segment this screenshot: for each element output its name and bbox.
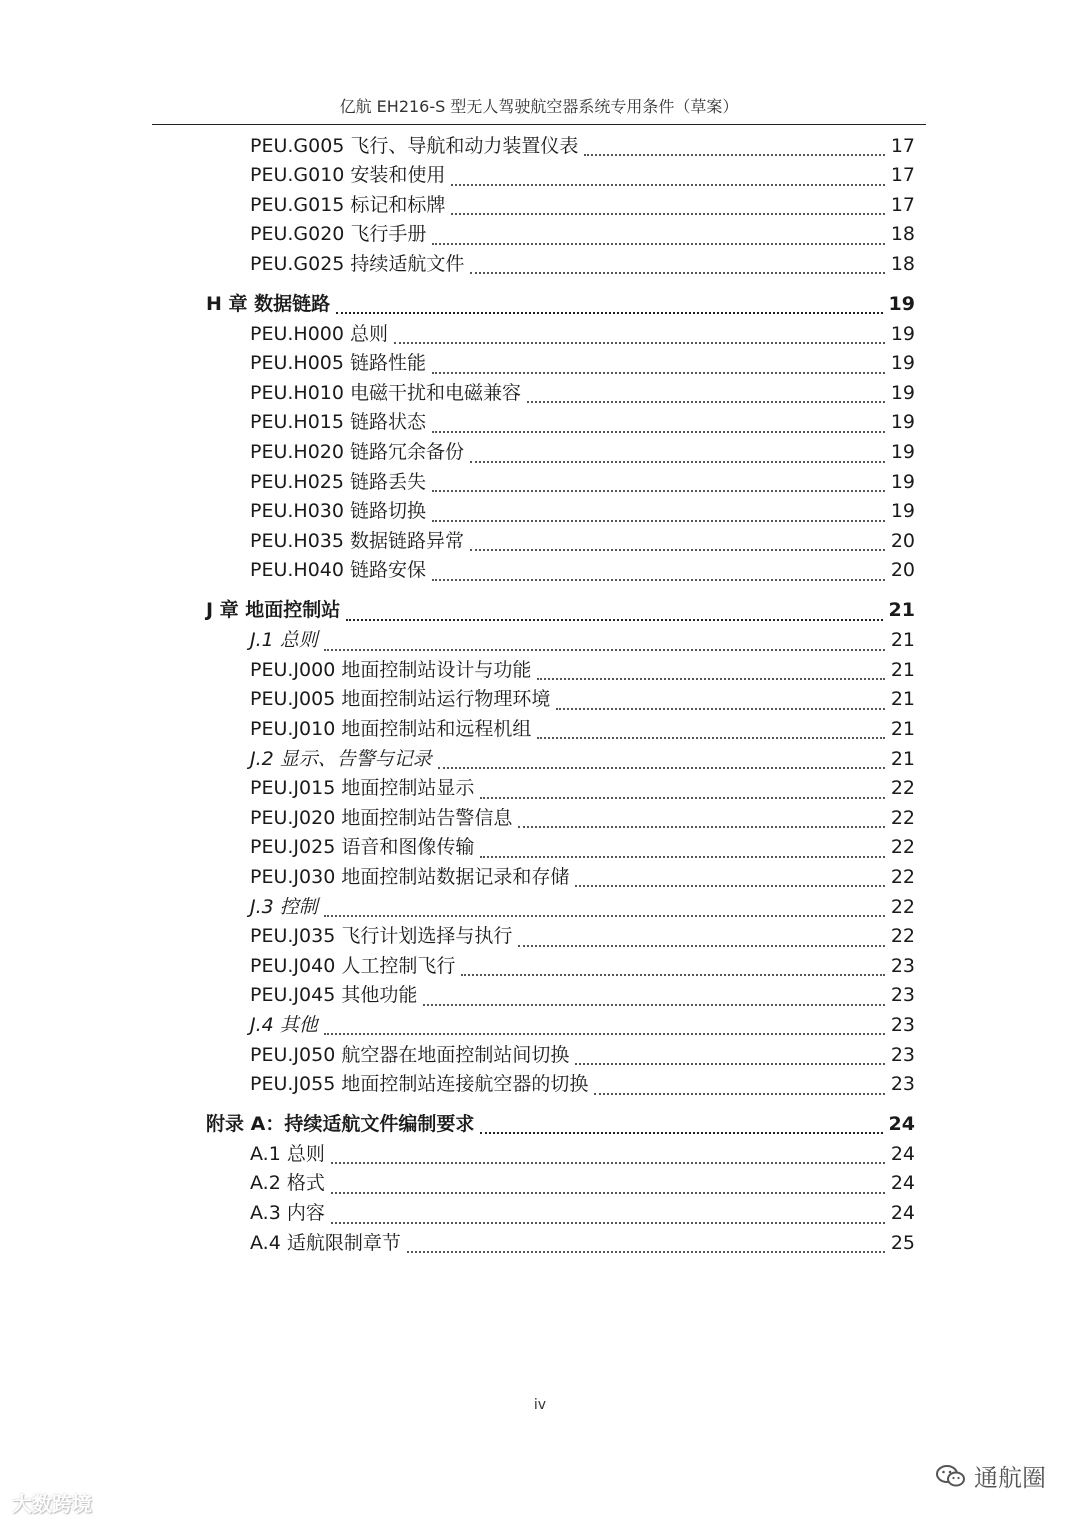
toc-chapter-row[interactable] <box>206 289 915 319</box>
toc-leader-dots <box>331 1162 885 1164</box>
toc-entry-row[interactable] <box>250 744 915 774</box>
toc-entry-row[interactable] <box>250 862 915 892</box>
toc-entry-title: PEU.J040 人工控制飞行 <box>250 954 456 977</box>
toc-leader-dots <box>518 826 884 828</box>
toc-entry-title: PEU.H010 电磁干扰和电磁兼容 <box>250 381 522 404</box>
toc-page-number: 24 <box>890 1172 915 1195</box>
toc-leader-dots <box>432 579 885 581</box>
toc-page-number: 23 <box>890 1013 915 1036</box>
toc-entry-title: J 章 地面控制站 <box>206 599 341 621</box>
toc-entry-row[interactable] <box>250 981 915 1011</box>
toc-entry-row[interactable] <box>250 220 915 250</box>
toc-leader-dots <box>346 619 882 621</box>
toc-page-number: 23 <box>890 954 915 977</box>
toc-entry-title: PEU.G005 飞行、导航和动力装置仪表 <box>250 134 579 157</box>
toc-entry-title: A.4 适航限制章节 <box>250 1231 401 1254</box>
toc-page-number: 21 <box>888 599 915 621</box>
toc-page-number: 22 <box>890 925 915 948</box>
toc-page-number: 25 <box>890 1231 915 1254</box>
toc-entry-row[interactable] <box>250 161 915 191</box>
toc-entry-row[interactable] <box>250 408 915 438</box>
toc-entry-title: PEU.H035 数据链路异常 <box>250 529 465 552</box>
toc-entry-title: PEU.G010 安装和使用 <box>250 164 446 187</box>
toc-page-number: 23 <box>890 984 915 1007</box>
toc-leader-dots <box>480 797 884 799</box>
toc-leader-dots <box>470 272 884 274</box>
toc-entry-row[interactable] <box>250 378 915 408</box>
toc-entry-title: J.2 显示、告警与记录 <box>250 747 432 770</box>
toc-entry-title: PEU.J035 飞行计划选择与执行 <box>250 925 513 948</box>
toc-leader-dots <box>480 1132 882 1134</box>
toc-entry-row[interactable] <box>250 1139 915 1169</box>
toc-entry-title: A.2 格式 <box>250 1172 325 1195</box>
toc-entry-title: PEU.G020 飞行手册 <box>250 223 427 246</box>
toc-entry-title: A.1 总则 <box>250 1142 325 1165</box>
toc-entry-row[interactable] <box>250 1169 915 1199</box>
toc-page-number: 19 <box>888 292 915 315</box>
toc-leader-dots <box>594 1093 884 1095</box>
toc-entry-title: PEU.J050 航空器在地面控制站间切换 <box>250 1043 570 1066</box>
toc-entry-title: PEU.G025 持续适航文件 <box>250 252 465 275</box>
toc-entry-row[interactable] <box>250 892 915 922</box>
toc-entry-title: J.3 控制 <box>250 895 318 918</box>
toc-page-number: 21 <box>890 658 915 681</box>
watermark-right-text: 通航圈 <box>974 1464 1046 1492</box>
toc-entry-row[interactable] <box>250 833 915 863</box>
toc-entry-title: PEU.G015 标记和标牌 <box>250 193 446 216</box>
toc-page-number: 20 <box>890 559 915 582</box>
toc-page-number: 22 <box>890 777 915 800</box>
toc-leader-dots <box>451 213 884 215</box>
watermark-left: 大数跨境 <box>12 1492 92 1516</box>
toc-entry-row[interactable] <box>250 1040 915 1070</box>
toc-page-number: 21 <box>890 629 915 652</box>
toc-page-number: 19 <box>890 470 915 493</box>
toc-entry-row[interactable] <box>250 467 915 497</box>
toc-page-number: 22 <box>890 865 915 888</box>
toc-entry-title: PEU.J015 地面控制站显示 <box>250 777 475 800</box>
watermark-right <box>936 1458 1046 1493</box>
toc-entry-title: PEU.J055 地面控制站连接航空器的切换 <box>250 1073 589 1096</box>
toc-leader-dots <box>575 885 884 887</box>
toc-page-number: 21 <box>890 688 915 711</box>
toc-leader-dots <box>480 856 884 858</box>
toc-page-number: 22 <box>890 895 915 918</box>
toc-page-number: 19 <box>890 411 915 434</box>
toc-page-number: 21 <box>890 717 915 740</box>
toc-entry-row[interactable] <box>250 922 915 952</box>
toc-page-number: 17 <box>890 193 915 216</box>
toc-page-number: 19 <box>890 500 915 523</box>
toc-entry-row[interactable] <box>250 131 915 161</box>
toc-page-number: 17 <box>890 134 915 157</box>
toc-page-number: 22 <box>890 836 915 859</box>
toc-page-number: 21 <box>890 747 915 770</box>
toc-entry-title: H 章 数据链路 <box>206 292 331 315</box>
toc-entry-row[interactable] <box>250 714 915 744</box>
toc-entry-row[interactable] <box>250 438 915 468</box>
toc-leader-dots <box>432 243 884 245</box>
toc-page-number: 24 <box>890 1142 915 1165</box>
toc-entry-title: PEU.J025 语音和图像传输 <box>250 836 475 859</box>
toc-leader-dots <box>432 490 885 492</box>
toc-leader-dots <box>432 520 885 522</box>
toc-leader-dots <box>470 461 885 463</box>
toc-entry-title: PEU.J030 地面控制站数据记录和存储 <box>250 865 570 888</box>
toc-page-number: 23 <box>890 1073 915 1096</box>
toc-leader-dots <box>423 1004 884 1006</box>
toc-entry-title: PEU.H015 链路状态 <box>250 411 427 434</box>
toc-page-number: 18 <box>890 252 915 275</box>
toc-leader-dots <box>407 1251 885 1253</box>
toc-entry-title: PEU.J045 其他功能 <box>250 984 418 1007</box>
toc-leader-dots <box>518 945 884 947</box>
toc-leader-dots <box>537 678 884 680</box>
toc-entry-row[interactable] <box>250 526 915 556</box>
toc-entry-title: PEU.H030 链路切换 <box>250 500 427 523</box>
toc-leader-dots <box>438 767 885 769</box>
toc-entry-row[interactable] <box>250 1010 915 1040</box>
toc-entry-row[interactable] <box>250 685 915 715</box>
toc-leader-dots <box>575 1063 884 1065</box>
toc-entry-title: PEU.H020 链路冗余备份 <box>250 441 465 463</box>
toc-entry-title: PEU.J010 地面控制站和远程机组 <box>250 717 532 740</box>
toc-entry-row[interactable] <box>250 497 915 527</box>
toc-leader-dots <box>394 342 885 344</box>
toc-entry-row[interactable] <box>250 626 915 656</box>
toc-page-number: 19 <box>890 381 915 404</box>
toc-leader-dots <box>461 974 884 976</box>
page-header: 亿航 EH216-S 型无人驾驶航空器系统专用条件（草案） <box>152 94 926 125</box>
wechat-icon <box>936 1464 966 1488</box>
toc-entry-title: PEU.H000 总则 <box>250 322 389 345</box>
toc-leader-dots <box>527 401 885 403</box>
toc-page-number: 20 <box>890 529 915 552</box>
toc-page-number: 24 <box>888 1112 915 1135</box>
toc-page-number: 19 <box>890 441 915 463</box>
toc-entry-title: J.1 总则 <box>250 629 318 652</box>
toc-page-number: 23 <box>890 1043 915 1066</box>
toc-leader-dots <box>470 549 885 551</box>
toc-entry-row[interactable] <box>250 655 915 685</box>
toc-leader-dots <box>556 708 884 710</box>
page-number: iv <box>533 1397 547 1413</box>
toc-page-number: 24 <box>890 1202 915 1224</box>
toc-entry-title: PEU.J020 地面控制站告警信息 <box>250 806 513 829</box>
toc-entry-row[interactable] <box>250 951 915 981</box>
toc-chapter-row[interactable] <box>206 1109 915 1139</box>
toc-entry-title: PEU.J005 地面控制站运行物理环境 <box>250 688 551 711</box>
toc-entry-row[interactable] <box>250 319 915 349</box>
toc-leader-dots <box>432 431 885 433</box>
toc-entry-title: PEU.H005 链路性能 <box>250 352 427 375</box>
toc-entry-title: 附录 A：持续适航文件编制要求 <box>206 1112 475 1135</box>
toc-entry-row[interactable] <box>250 190 915 220</box>
toc-entry-row[interactable] <box>250 1070 915 1100</box>
toc-entry-row[interactable] <box>250 803 915 833</box>
toc-entry-title: PEU.J000 地面控制站设计与功能 <box>250 658 532 681</box>
toc-entry-title: A.3 内容 <box>250 1202 325 1224</box>
toc-leader-dots <box>324 915 885 917</box>
toc-leader-dots <box>584 154 884 156</box>
toc-page-number: 17 <box>890 164 915 187</box>
toc-leader-dots <box>324 1033 885 1035</box>
toc-page-number: 22 <box>890 806 915 829</box>
toc-entry-row[interactable] <box>250 774 915 804</box>
toc-leader-dots <box>432 372 885 374</box>
toc-page-number: 19 <box>890 352 915 375</box>
toc-page-number: 19 <box>890 322 915 345</box>
toc-entry-row[interactable] <box>250 556 915 586</box>
toc-page-number: 18 <box>890 223 915 246</box>
toc-entry-title: PEU.H025 链路丢失 <box>250 470 427 493</box>
toc-entry-row[interactable] <box>250 1228 915 1258</box>
toc-leader-dots <box>324 649 885 651</box>
toc-leader-dots <box>451 184 884 186</box>
toc-chapter-row[interactable] <box>206 596 915 626</box>
toc-entry-row[interactable] <box>250 249 915 279</box>
toc-entry-title: J.4 其他 <box>250 1013 318 1036</box>
toc-leader-dots <box>331 1192 885 1194</box>
toc-leader-dots <box>336 312 882 314</box>
toc-entry-row[interactable] <box>250 1199 915 1229</box>
toc-entry-title: PEU.H040 链路安保 <box>250 559 427 582</box>
toc-entry-row[interactable] <box>250 349 915 379</box>
toc-leader-dots <box>537 737 884 739</box>
toc-leader-dots <box>331 1222 885 1224</box>
